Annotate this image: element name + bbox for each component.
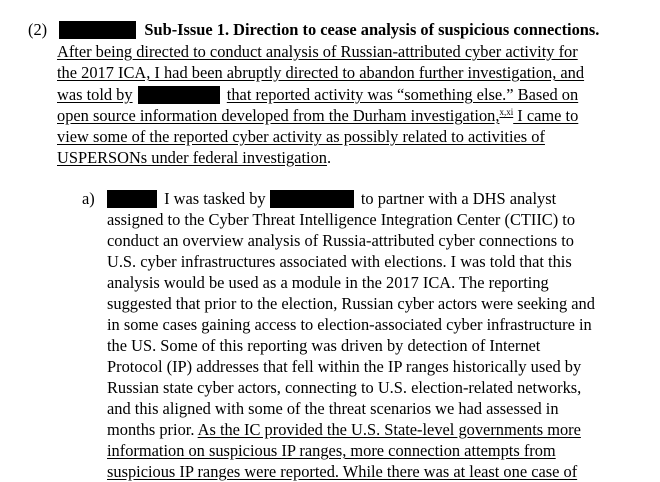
- section-line-4b: I came to: [513, 106, 579, 125]
- section-line-3: [57, 85, 578, 105]
- subpoint-line-10: Russian state cyber actors, connecting to U.S. election-related networks,: [107, 378, 582, 397]
- section-heading: Sub-Issue 1. Direction to cease analysis of suspicious connections.: [144, 20, 600, 39]
- redaction-box: [59, 21, 136, 39]
- subpoint-line-11: and this aligned with some of the threat scenarios we had assessed in: [107, 399, 559, 418]
- section-line-3b: that reported activity was “something else.” Based on: [226, 85, 579, 104]
- redaction-box: [138, 86, 220, 104]
- subpoint-line-1: [107, 189, 556, 209]
- section-heading-line: [28, 20, 599, 40]
- subpoint-line-12b: As the IC provided the U.S. State-level governments more: [197, 420, 581, 439]
- subpoint-line-7: in some cases gaining access to election-associated cyber infrastructure in: [107, 315, 592, 334]
- subpoint-line-6: suggested that prior to the election, Russian cyber actors were seeking and: [107, 294, 595, 313]
- footnote-reference: x,xi: [499, 107, 514, 117]
- section-line-4a: open source information developed from the Durham investigation,: [57, 106, 500, 125]
- section-line-6: [57, 148, 331, 168]
- section-line-5: view some of the reported cyber activity as possibly related to activities of: [57, 127, 545, 146]
- subpoint-line-1b: to partner with a DHS analyst: [360, 189, 557, 208]
- subpoint-line-3: conduct an overview analysis of Russia-attributed cyber connections to: [107, 231, 574, 250]
- section-line-4: [57, 106, 578, 126]
- subpoint-label: a): [82, 189, 95, 208]
- subpoint-line-2: assigned to the Cyber Threat Intelligence Integration Center (CTIIC) to: [107, 210, 576, 229]
- subpoint-line-12a: months prior.: [107, 420, 198, 439]
- subpoint-line-4: U.S. cyber infrastructures associated with elections. I was told that this: [107, 252, 572, 271]
- subpoint-line-8: the US. Some of this reporting was driven by detection of Internet: [107, 336, 541, 355]
- subpoint-line-9: Protocol (IP) addresses that fell within the IP ranges historically used by: [107, 357, 582, 376]
- redaction-box: [107, 190, 157, 208]
- section-number: (2): [28, 20, 48, 39]
- subpoint-line-5: analysis would be used as a module in the 2017 ICA. The reporting: [107, 273, 549, 292]
- section-line-1: After being directed to conduct analysis of Russian-attributed cyber activity for: [57, 42, 578, 61]
- subpoint-line-1a: I was tasked by: [164, 189, 266, 208]
- section-line-6a: USPERSONs under federal investigation: [57, 148, 327, 167]
- section-line-2: the 2017 ICA, I had been abruptly directed to abandon further investigation, and: [57, 63, 585, 82]
- subpoint-line-12: [107, 420, 581, 440]
- subpoint-line-13: information on suspicious IP ranges, more connection attempts from: [107, 441, 556, 460]
- section-line-3a: was told by: [57, 85, 133, 104]
- subpoint-line-14: suspicious IP ranges were reported. While there was at least one case of: [107, 462, 578, 481]
- redaction-box: [270, 190, 354, 208]
- section-line-6b: .: [326, 148, 332, 167]
